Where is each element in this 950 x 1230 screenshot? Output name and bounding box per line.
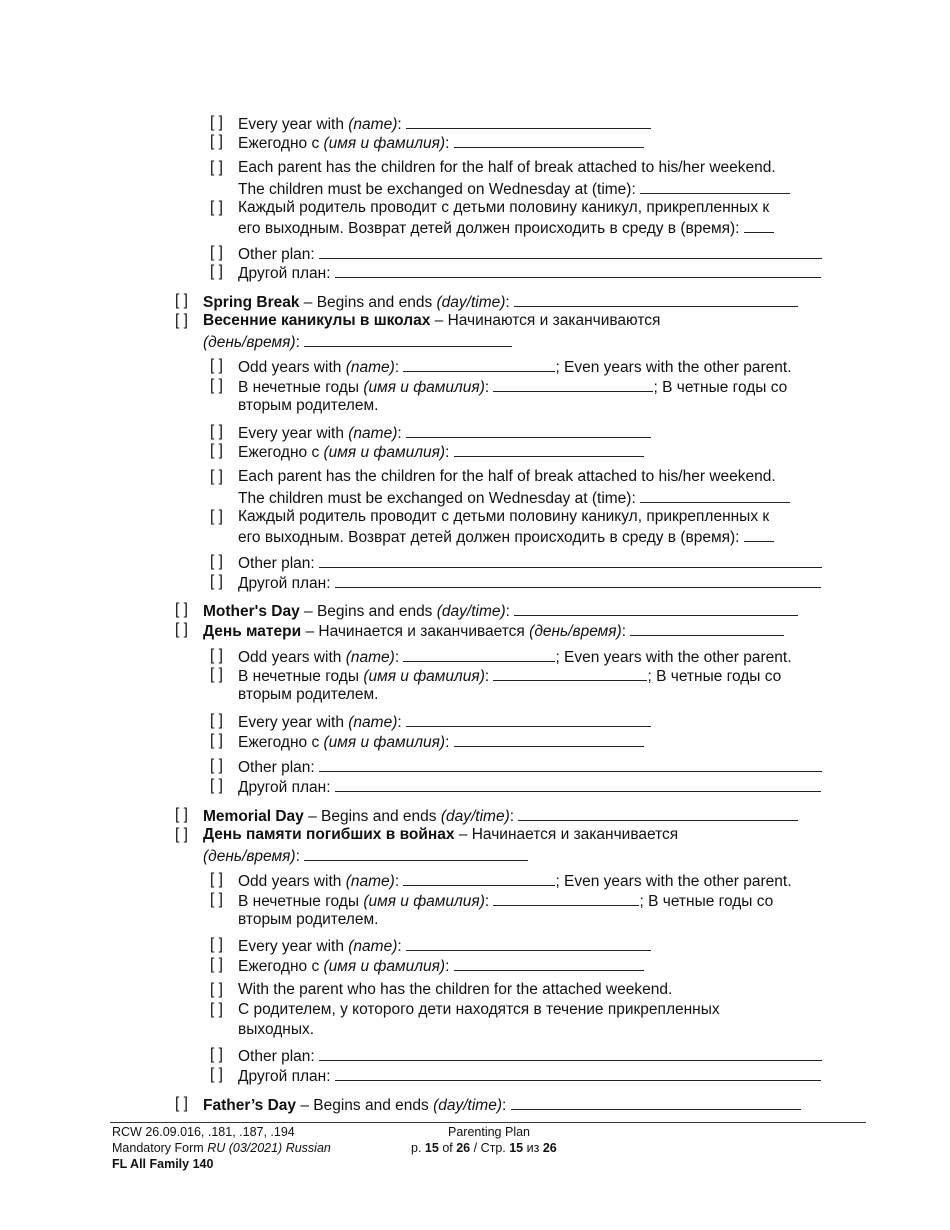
half-break-line1: Each parent has the children for the half of break attached to his/her weekend.	[238, 468, 776, 485]
day-time-blank[interactable]	[514, 292, 798, 307]
footer-divider	[110, 1122, 866, 1123]
time-blank[interactable]	[640, 179, 790, 194]
fathers-day-heading: Father’s Day – Begins and ends (day/time):	[203, 1095, 801, 1115]
checkbox[interactable]: [ ]	[210, 442, 223, 459]
every-year-line-ru: Ежегодно с (имя и фамилия):	[238, 442, 644, 462]
second-parent-line: вторым родителем.	[238, 686, 379, 703]
other-plan-blank[interactable]	[319, 1046, 822, 1061]
other-plan-line: Other plan:	[238, 553, 822, 573]
odd-years-line: Odd years with (name): ; Even years with the other parent.	[238, 649, 792, 666]
memorial-day-heading: Memorial Day – Begins and ends (day/time):	[203, 806, 798, 826]
checkbox[interactable]: [ ]	[210, 114, 223, 131]
half-break-line1: Each parent has the children for the half of break attached to his/her weekend.	[238, 159, 776, 176]
footer-mandatory-form: Mandatory Form RU (03/2021) Russian	[112, 1141, 331, 1155]
odd-years-line: Odd years with (name): ; Even years with the other parent.	[238, 873, 792, 890]
attached-weekend-ru-line1: С родителем, у которого дети находятся в течение прикрепленных	[238, 1001, 720, 1018]
checkbox[interactable]: [ ]	[210, 891, 223, 908]
checkbox[interactable]: [ ]	[210, 936, 223, 953]
attached-weekend-line: With the parent who has the children for the attached weekend.	[238, 981, 673, 998]
checkbox[interactable]: [ ]	[210, 133, 223, 150]
spring-break-heading: Spring Break – Begins and ends (day/time):	[203, 292, 798, 312]
name-blank[interactable]	[403, 647, 555, 662]
other-plan-blank[interactable]	[319, 244, 822, 259]
time-blank[interactable]	[744, 218, 774, 233]
odd-years-line: Odd years with (name): ; Even years with the other parent.	[238, 359, 792, 376]
name-blank[interactable]	[493, 666, 647, 681]
checkbox[interactable]: [ ]	[210, 647, 223, 664]
checkbox[interactable]: [ ]	[210, 712, 223, 729]
day-time-blank[interactable]	[304, 332, 512, 347]
name-blank[interactable]	[493, 377, 653, 392]
name-blank[interactable]	[406, 936, 651, 951]
name-blank[interactable]	[403, 871, 555, 886]
mothers-day-heading-ru: День матери – Начинается и заканчивается (день/время):	[203, 621, 784, 641]
name-blank[interactable]	[406, 114, 651, 129]
other-plan-line: Other plan:	[238, 757, 822, 777]
half-break-line2: The children must be exchanged on Wednesday at (time):	[238, 179, 790, 199]
checkbox[interactable]: [ ]	[210, 244, 223, 261]
odd-years-line-ru: В нечетные годы (имя и фамилия): ; В четные годы со	[238, 668, 782, 685]
every-year-line: Every year with (name):	[238, 423, 651, 443]
checkbox[interactable]: [ ]	[175, 292, 188, 309]
checkbox[interactable]: [ ]	[210, 1001, 223, 1018]
second-parent-line: вторым родителем.	[238, 911, 379, 928]
every-year-line: Every year with (name):	[238, 712, 651, 732]
other-plan-blank[interactable]	[335, 1066, 821, 1081]
checkbox[interactable]: [ ]	[210, 1046, 223, 1063]
checkbox[interactable]: [ ]	[210, 1066, 223, 1083]
checkbox[interactable]: [ ]	[210, 199, 223, 216]
every-year-line-ru: Ежегодно с (имя и фамилия):	[238, 133, 644, 153]
checkbox[interactable]: [ ]	[210, 423, 223, 440]
checkbox[interactable]: [ ]	[210, 956, 223, 973]
mothers-day-heading: Mother's Day – Begins and ends (day/time):	[203, 601, 798, 621]
checkbox[interactable]: [ ]	[210, 357, 223, 374]
attached-weekend-ru-line2: выходных.	[238, 1021, 315, 1038]
other-plan-line-ru: Другой план:	[238, 573, 821, 593]
checkbox[interactable]: [ ]	[210, 732, 223, 749]
footer-form-id: FL All Family 140	[112, 1157, 214, 1171]
every-year-line-ru: Ежегодно с (имя и фамилия):	[238, 732, 644, 752]
checkbox[interactable]: [ ]	[210, 508, 223, 525]
checkbox[interactable]: [ ]	[175, 621, 188, 638]
name-blank[interactable]	[454, 133, 644, 148]
checkbox[interactable]: [ ]	[175, 826, 188, 843]
half-break-ru-line1: Каждый родитель проводит с детьми половину каникул, прикрепленных к	[238, 199, 770, 216]
footer-page-number: p. 15 of 26 / Стр. 15 из 26	[411, 1141, 557, 1155]
other-plan-line-ru: Другой план:	[238, 777, 821, 797]
checkbox[interactable]: [ ]	[175, 806, 188, 823]
checkbox[interactable]: [ ]	[210, 377, 223, 394]
spring-break-heading-ru: Весенние каникулы в школах – Начинаются и заканчиваются	[203, 312, 661, 329]
other-plan-line: Other plan:	[238, 1046, 822, 1066]
other-plan-blank[interactable]	[319, 553, 822, 568]
checkbox[interactable]: [ ]	[210, 573, 223, 590]
memorial-day-heading-ru: День памяти погибших в войнах – Начинается и заканчивается	[203, 826, 679, 843]
footer-title: Parenting Plan	[448, 1125, 531, 1139]
odd-years-line-ru: В нечетные годы (имя и фамилия): ; В четные годы со	[238, 893, 774, 910]
every-year-line: Every year with (name):	[238, 936, 651, 956]
name-blank[interactable]	[403, 357, 555, 372]
checkbox[interactable]: [ ]	[210, 981, 223, 998]
name-blank[interactable]	[454, 956, 644, 971]
checkbox[interactable]: [ ]	[210, 159, 223, 176]
name-blank[interactable]	[493, 891, 639, 906]
other-plan-blank[interactable]	[335, 777, 821, 792]
checkbox[interactable]: [ ]	[210, 757, 223, 774]
day-time-line-ru: (день/время):	[203, 332, 512, 352]
checkbox[interactable]: [ ]	[210, 468, 223, 485]
checkbox[interactable]: [ ]	[210, 666, 223, 683]
checkbox[interactable]: [ ]	[210, 871, 223, 888]
checkbox[interactable]: [ ]	[210, 263, 223, 280]
name-blank[interactable]	[406, 712, 651, 727]
name-blank[interactable]	[406, 423, 651, 438]
time-blank[interactable]	[744, 527, 774, 542]
other-plan-blank[interactable]	[335, 573, 821, 588]
checkbox[interactable]: [ ]	[175, 601, 188, 618]
day-time-blank[interactable]	[514, 601, 798, 616]
other-plan-line-ru: Другой план:	[238, 1066, 821, 1086]
odd-years-line-ru: В нечетные годы (имя и фамилия): ; В четные годы со	[238, 379, 788, 396]
other-plan-line-ru: Другой план:	[238, 263, 821, 283]
every-year-line: Every year with (name):	[238, 114, 651, 134]
day-time-blank[interactable]	[511, 1095, 801, 1110]
every-year-line-ru: Ежегодно с (имя и фамилия):	[238, 956, 644, 976]
half-break-ru-line2: его выходным. Возврат детей должен происходить в среду в (время):	[238, 527, 774, 547]
time-blank[interactable]	[640, 488, 790, 503]
half-break-ru-line2: его выходным. Возврат детей должен происходить в среду в (время):	[238, 218, 774, 238]
footer-rcw: RCW 26.09.016, .181, .187, .194	[112, 1125, 295, 1139]
second-parent-line: вторым родителем.	[238, 397, 379, 414]
day-time-blank[interactable]	[630, 621, 784, 636]
checkbox[interactable]: [ ]	[210, 777, 223, 794]
other-plan-blank[interactable]	[319, 757, 822, 772]
day-time-blank[interactable]	[518, 806, 798, 821]
half-break-ru-line1: Каждый родитель проводит с детьми половину каникул, прикрепленных к	[238, 508, 770, 525]
checkbox[interactable]: [ ]	[210, 553, 223, 570]
checkbox[interactable]: [ ]	[175, 312, 188, 329]
day-time-line-ru: (день/время):	[203, 846, 528, 866]
day-time-blank[interactable]	[304, 846, 528, 861]
name-blank[interactable]	[454, 732, 644, 747]
half-break-line2: The children must be exchanged on Wednesday at (time):	[238, 488, 790, 508]
checkbox[interactable]: [ ]	[175, 1095, 188, 1112]
name-blank[interactable]	[454, 442, 644, 457]
other-plan-blank[interactable]	[335, 263, 821, 278]
other-plan-line: Other plan:	[238, 244, 822, 264]
